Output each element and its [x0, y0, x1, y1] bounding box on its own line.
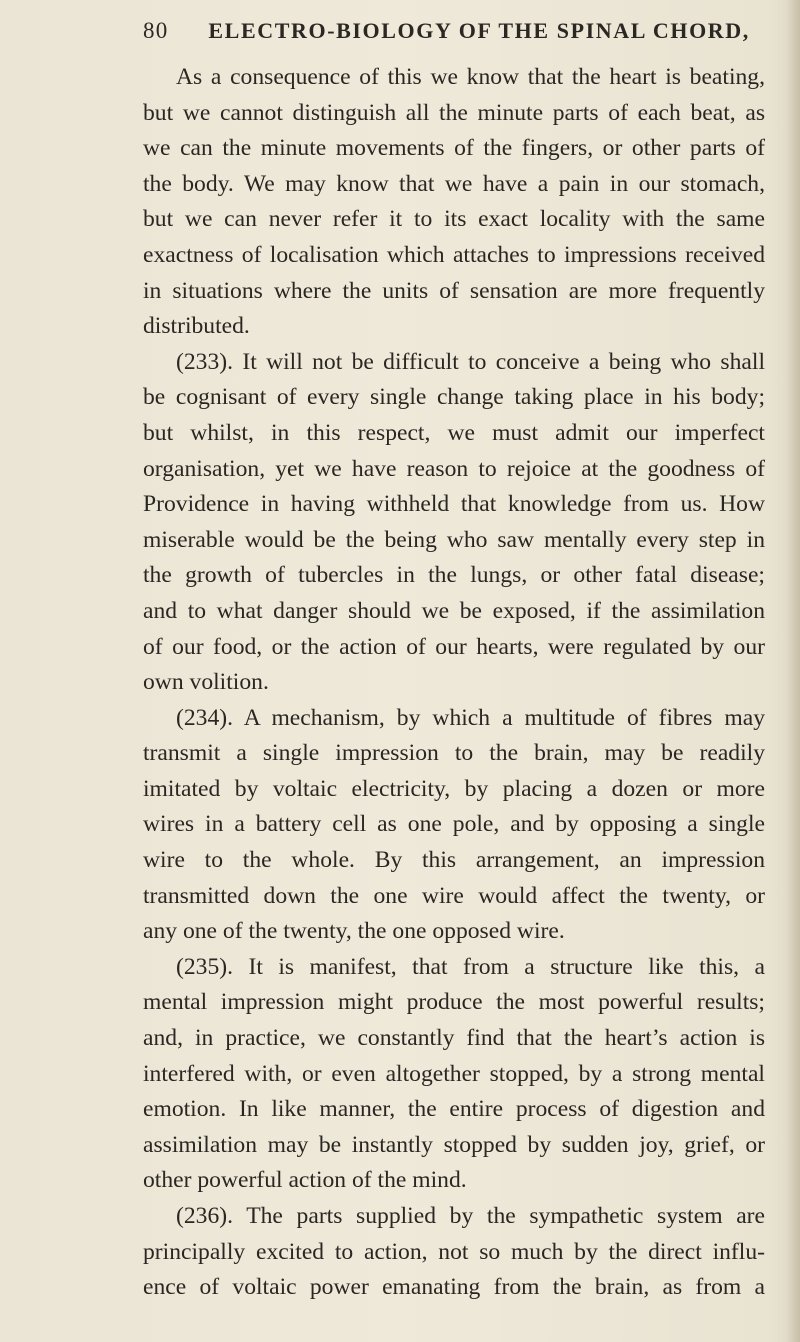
- text-line: emotion. In like manner, the entire process of digestion and: [143, 1096, 765, 1123]
- text-line: imitated by voltaic electricity, by placing a dozen or more: [143, 775, 765, 802]
- text-line: wires in a battery cell as one pole, and by opposing a single: [143, 811, 765, 838]
- text-line: As a consequence of this we know that the heart is beating,: [176, 64, 765, 90]
- text-line: mental impression might produce the most powerful results;: [143, 989, 765, 1016]
- text-line: interfered with, or even altogether stopped, by a strong mental: [143, 1060, 765, 1087]
- text-line: distributed.: [143, 313, 250, 340]
- text-line: any one of the twenty, the one opposed wire.: [143, 918, 565, 945]
- paragraph-235-start: (235). It is manifest, that from a structure like this, a: [176, 953, 765, 980]
- text-line: assimilation may be instantly stopped by sudden joy, grief, or: [143, 1131, 765, 1158]
- text-line: transmitted down the one wire would affect the twenty, or: [143, 882, 765, 909]
- text-line: and, in practice, we constantly find that the heart’s action is: [143, 1025, 765, 1052]
- text-line: other powerful action of the mind.: [143, 1167, 467, 1194]
- text-line: but whilst, in this respect, we must admit our imperfect: [143, 419, 765, 446]
- page-number: 80: [143, 18, 169, 43]
- page-edge-shadow: [786, 0, 800, 1342]
- text-line: miserable would be the being who saw mentally every step in: [143, 526, 765, 553]
- text-line: organisation, yet we have reason to rejoice at the goodness of: [143, 455, 765, 482]
- text-line: but we cannot distinguish all the minute parts of each beat, as: [143, 99, 765, 126]
- text-line: we can the minute movements of the fingers, or other parts of: [143, 135, 765, 162]
- text-line: principally excited to action, not so much by the direct influ-: [143, 1238, 765, 1265]
- running-header: [143, 18, 763, 58]
- text-line: and to what danger should we be exposed, if the assimilation: [143, 597, 765, 624]
- text-line: ence of voltaic power emanating from the brain, as from a: [143, 1274, 765, 1301]
- text-line: own volition.: [143, 669, 269, 696]
- text-line: transmit a single impression to the brain, may be readily: [143, 740, 765, 767]
- text-line: but we can never refer it to its exact locality with the same: [143, 206, 765, 233]
- text-line: the growth of tubercles in the lungs, or other fatal disease;: [143, 562, 765, 589]
- paragraph-234-start: (234). A mechanism, by which a multitude of fibres may: [176, 704, 765, 731]
- paragraph-233-start: (233). It will not be difficult to conceive a being who shall: [176, 348, 765, 375]
- text-line: Providence in having withheld that knowledge from us. How: [143, 491, 765, 518]
- text-line: the body. We may know that we have a pain in our stomach,: [143, 170, 765, 197]
- text-line: wire to the whole. By this arrangement, an impression: [143, 847, 765, 874]
- text-line: be cognisant of every single change taking place in his body;: [143, 384, 765, 411]
- running-title: ELECTRO-BIOLOGY OF THE SPINAL CHORD,: [208, 18, 750, 43]
- text-line: exactness of localisation which attaches to impressions received: [143, 241, 765, 268]
- paragraph-236-start: (236). The parts supplied by the sympathetic system are: [176, 1203, 765, 1229]
- body-text: [143, 60, 765, 1306]
- text-line: of our food, or the action of our hearts, were regulated by our: [143, 633, 765, 660]
- text-line: in situations where the units of sensation are more frequently: [143, 277, 765, 304]
